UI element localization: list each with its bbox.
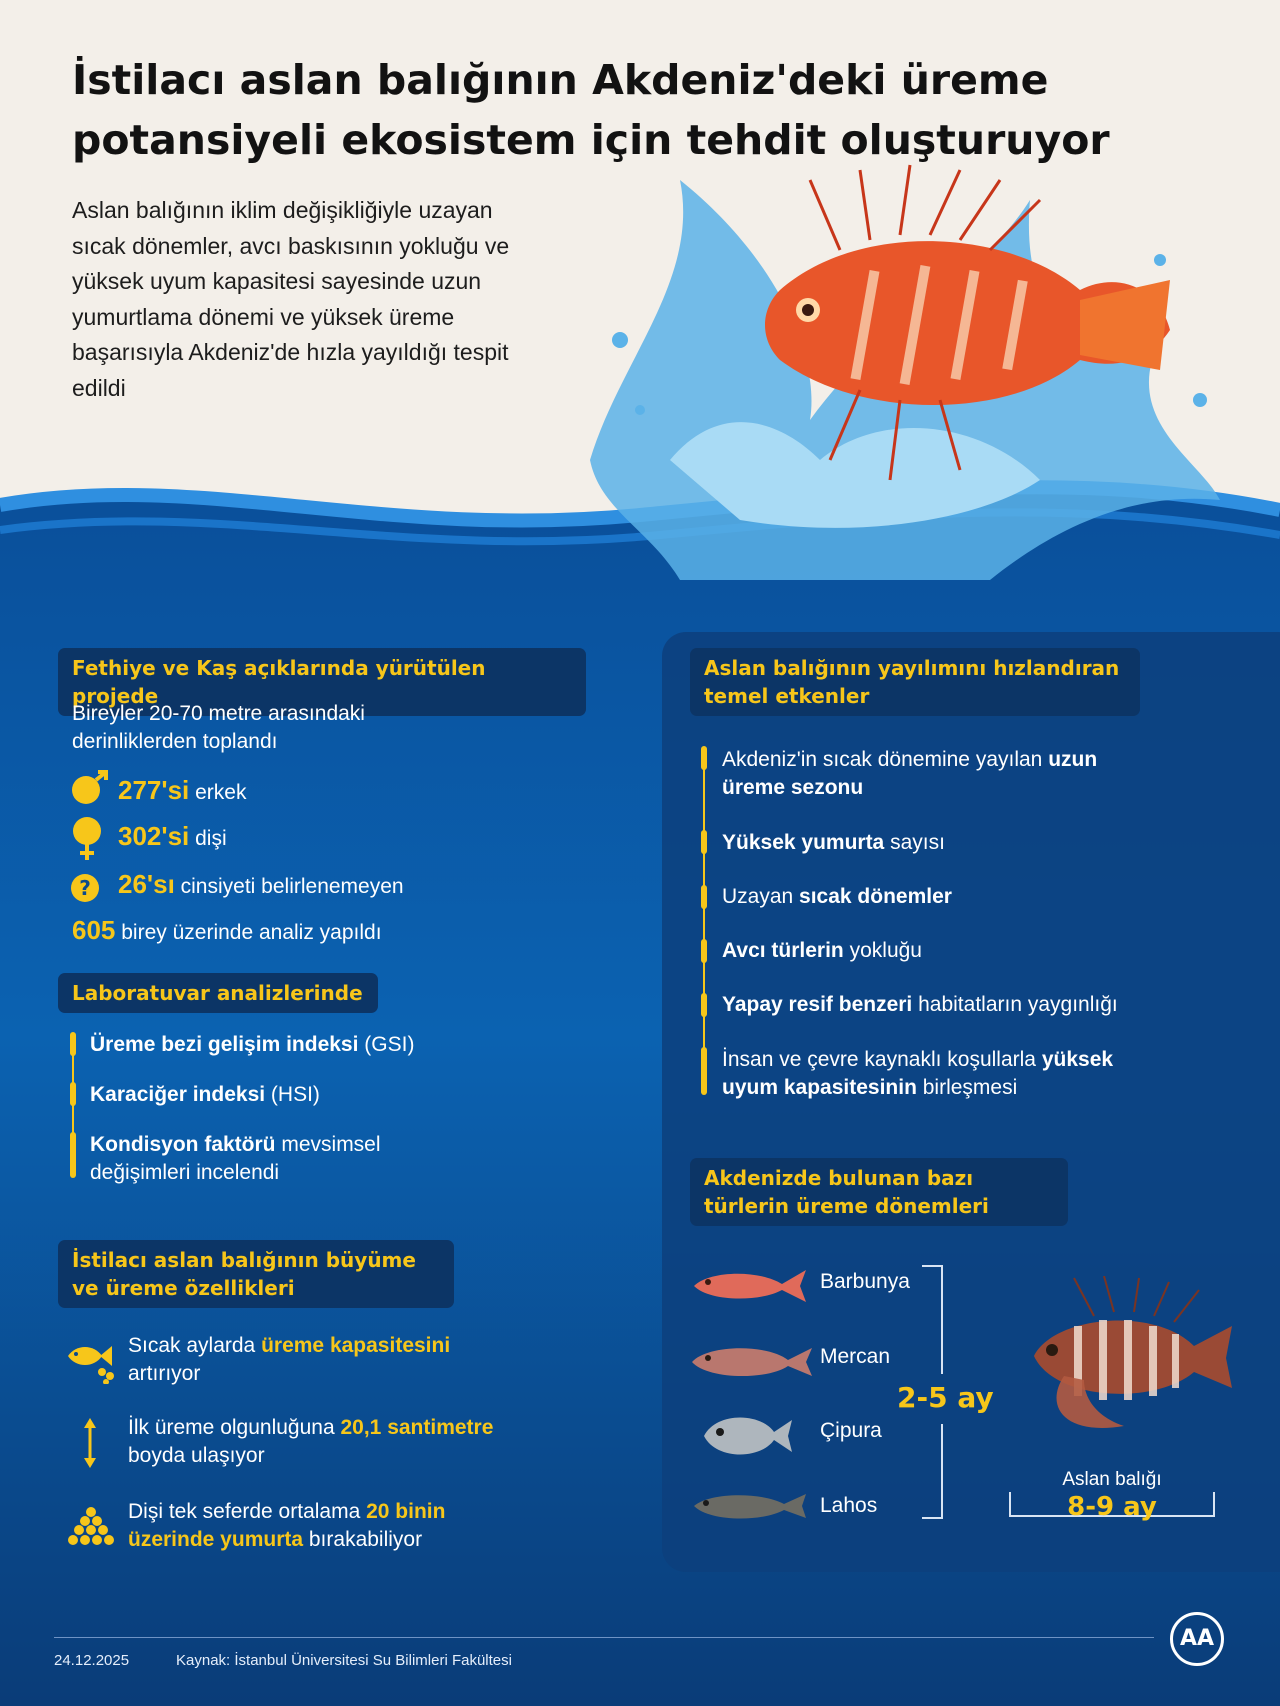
lab-marker-1	[70, 1032, 76, 1056]
total-count: 605	[72, 915, 116, 945]
factor-marker-1	[701, 746, 707, 770]
footer-date: 24.12.2025	[54, 1652, 130, 1669]
female-label: dişi	[195, 827, 227, 850]
lab-item-gsi: Üreme bezi gelişim indeksi (GSI)	[90, 1033, 415, 1056]
lab-item-hsi: Karaciğer indeksi (HSI)	[90, 1083, 320, 1106]
lahos-fish	[690, 0, 808, 36]
growth-heading: İstilacı aslan balığının büyüme ve üreme özellikleri	[58, 1240, 454, 1308]
lab-heading: Laboratuvar analizlerinde	[58, 973, 378, 1013]
lab-marker-2	[70, 1082, 76, 1106]
total-label: birey üzerinde analiz yapıldı	[121, 921, 382, 944]
cipura-fish	[700, 1408, 794, 1464]
others-period: 2-5 ay	[897, 1381, 994, 1414]
male-icon	[70, 770, 110, 806]
lab-marker-3	[70, 1132, 76, 1178]
project-heading: Fethiye ve Kaş açıklarında yürütülen projede	[58, 648, 586, 716]
factor-item-4: Avcı türlerin yokluğu	[722, 939, 922, 962]
unknown-stat	[118, 870, 404, 901]
unknown-label: cinsiyeti belirlenemeyen	[180, 875, 404, 898]
growth-item-capacity: Sıcak aylarda üreme kapasitesini artırıyor	[128, 1334, 451, 1385]
lahos-fish-body	[690, 1488, 808, 1524]
barbunya-fish	[690, 1262, 808, 1308]
factor-item-1: Akdeniz'in sıcak dönemine yayılan uzun üreme sezonu	[722, 748, 1098, 799]
factor-item-6: İnsan ve çevre kaynaklı koşullarla yüksek uyum kapasitesinin birleşmesi	[722, 1048, 1114, 1099]
growth-item-maturity: İlk üreme olgunluğuna 20,1 santimetre boyda ulaşıyor	[128, 1416, 494, 1467]
fish-eggs-icon	[66, 1338, 118, 1384]
total-stat	[72, 916, 382, 947]
factor-marker-4	[701, 939, 707, 963]
factors-timeline	[703, 748, 705, 1093]
factor-item-3: Uzayan sıcak dönemler	[722, 885, 952, 908]
species-mercan: Mercan	[820, 1345, 891, 1368]
female-icon	[70, 816, 104, 860]
lab-item-condition: Kondisyon faktörü mevsimsel değişimleri incelendi	[90, 1133, 381, 1184]
eggs-pile-icon	[64, 1506, 118, 1548]
male-stat	[118, 776, 246, 807]
lionfish-label: Aslan balığı	[1062, 1469, 1162, 1490]
species-barbunya: Barbunya	[820, 1270, 910, 1293]
lionfish-illustration	[1004, 1276, 1236, 1440]
factor-marker-5	[701, 993, 707, 1017]
species-cipura: Çipura	[820, 1419, 882, 1442]
intro-paragraph: Aslan balığının iklim değişikliğiyle uzayan sıcak dönemler, avcı baskısının yokluğu ve yüksek uyum kapasitesi sayesinde uzun yumurtlama dönemi ve yüksek üreme başarısıyla Akdeniz'de hızla yayıldığı tespit edildi	[72, 197, 510, 401]
female-count: 302'si	[118, 821, 190, 851]
species-lahos: Lahos	[820, 1494, 878, 1517]
footer-divider	[54, 1637, 1154, 1638]
depth-text: Bireyler 20-70 metre arasındaki derinliklerden toplandı	[72, 702, 365, 753]
factor-item-2: Yüksek yumurta sayısı	[722, 831, 945, 854]
factor-item-5: Yapay resif benzeri habitatların yaygınlığı	[722, 993, 1118, 1016]
male-label: erkek	[195, 781, 247, 804]
mercan-fish	[688, 1338, 814, 1384]
aa-logo-text: AA	[1179, 1626, 1215, 1651]
page-title: İstilacı aslan balığının Akdeniz'deki üreme potansiyeli ekosistem için tehdit oluşturuyor	[72, 56, 1110, 164]
growth-item-eggs: Dişi tek seferde ortalama 20 binin üzerinde yumurta bırakabiliyor	[128, 1500, 446, 1551]
question-icon	[70, 873, 100, 903]
footer-source: Kaynak: İstanbul Üniversitesi Su Bilimleri Fakültesi	[176, 1652, 512, 1669]
female-stat	[118, 822, 227, 853]
factor-marker-6	[701, 1047, 707, 1095]
factors-heading: Aslan balığının yayılımını hızlandıran temel etkenler	[690, 648, 1140, 716]
aa-logo	[1170, 1612, 1224, 1666]
lionfish-splash-illustration	[560, 160, 1240, 590]
svg-text:?: ?	[79, 876, 91, 900]
species-heading: Akdenizde bulunan bazı türlerin üreme dönemleri	[690, 1158, 1068, 1226]
factor-marker-3	[701, 885, 707, 909]
lionfish-period: 8-9 ay	[1067, 1492, 1157, 1522]
unknown-count: 26'sı	[118, 869, 175, 899]
height-arrow-icon	[80, 1418, 100, 1468]
male-count: 277'si	[118, 775, 190, 805]
factor-marker-2	[701, 830, 707, 854]
